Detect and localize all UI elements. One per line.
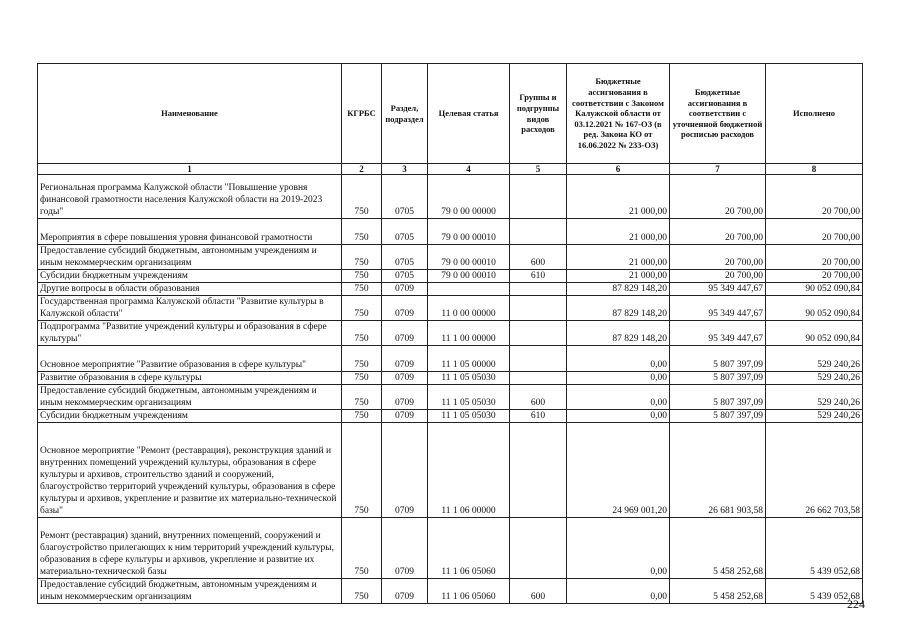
- header-kgrbs: КГРБС: [342, 64, 382, 164]
- row-group: [510, 346, 567, 372]
- row-law: 87 829 148,20: [567, 283, 670, 296]
- row-executed: 20 700,00: [766, 270, 863, 283]
- row-section: 0705: [382, 270, 428, 283]
- column-number: 4: [428, 164, 510, 175]
- row-name: Региональная программа Калужской области "Повышение уровня финансовой грамотности населения Калужской области на 2019-2023 годы": [38, 175, 342, 219]
- row-target: 79 0 00 00000: [428, 175, 510, 219]
- header-target: Целевая статья: [428, 64, 510, 164]
- row-law: 21 000,00: [567, 270, 670, 283]
- row-group: 610: [510, 270, 567, 283]
- row-kgrbs: 750: [342, 346, 382, 372]
- row-executed: 529 240,26: [766, 410, 863, 423]
- row-executed: 5 439 052,68: [766, 579, 863, 604]
- row-target: 11 1 05 05030: [428, 385, 510, 410]
- row-group: [510, 296, 567, 321]
- row-name: Основное мероприятие "Ремонт (реставрация), реконструкция зданий и внутренних помещений учреждений культуры, образования в сфере культуры и архивов, строительство зданий и сооружений, благоустройство территорий учреждений культуры, образования в сфере культуры и архивов, укрепление и развитие их материально-технической базы": [38, 423, 342, 518]
- row-section: 0709: [382, 579, 428, 604]
- row-law: 24 969 001,20: [567, 423, 670, 518]
- row-section: 0705: [382, 219, 428, 245]
- row-law: 0,00: [567, 372, 670, 385]
- row-executed: 529 240,26: [766, 385, 863, 410]
- row-target: 79 0 00 00010: [428, 270, 510, 283]
- row-law: 21 000,00: [567, 175, 670, 219]
- row-group: 600: [510, 579, 567, 604]
- row-law: 21 000,00: [567, 219, 670, 245]
- row-target: 11 1 05 05030: [428, 410, 510, 423]
- row-section: 0709: [382, 372, 428, 385]
- table-row: [38, 175, 863, 219]
- row-executed: 529 240,26: [766, 346, 863, 372]
- table-row: [38, 410, 863, 423]
- row-name: Развитие образования в сфере культуры: [38, 372, 342, 385]
- column-numbers-row: [38, 164, 863, 175]
- column-number: 6: [567, 164, 670, 175]
- row-executed: 529 240,26: [766, 372, 863, 385]
- table-row: [38, 219, 863, 245]
- table-row: [38, 579, 863, 604]
- table-row: [38, 321, 863, 346]
- row-group: [510, 372, 567, 385]
- row-executed: 20 700,00: [766, 245, 863, 270]
- row-section: 0709: [382, 385, 428, 410]
- table-row: [38, 385, 863, 410]
- row-name: Подпрограмма "Развитие учреждений культуры и образования в сфере культуры": [38, 321, 342, 346]
- row-refined: 5 807 397,09: [670, 385, 766, 410]
- row-kgrbs: 750: [342, 321, 382, 346]
- row-group: [510, 423, 567, 518]
- row-kgrbs: 750: [342, 579, 382, 604]
- row-refined: 5 458 252,68: [670, 579, 766, 604]
- row-kgrbs: 750: [342, 175, 382, 219]
- table-row: [38, 296, 863, 321]
- row-kgrbs: 750: [342, 518, 382, 579]
- row-refined: 20 700,00: [670, 175, 766, 219]
- column-number: 1: [38, 164, 342, 175]
- row-section: 0709: [382, 296, 428, 321]
- row-executed: 20 700,00: [766, 175, 863, 219]
- row-name: Основное мероприятие "Развитие образования в сфере культуры": [38, 346, 342, 372]
- row-refined: 5 807 397,09: [670, 346, 766, 372]
- row-group: [510, 321, 567, 346]
- row-law: 0,00: [567, 346, 670, 372]
- row-section: 0709: [382, 321, 428, 346]
- row-group: 600: [510, 245, 567, 270]
- row-refined: 95 349 447,67: [670, 321, 766, 346]
- row-kgrbs: 750: [342, 219, 382, 245]
- row-name: Субсидии бюджетным учреждениям: [38, 410, 342, 423]
- row-executed: 90 052 090,84: [766, 296, 863, 321]
- row-group: [510, 219, 567, 245]
- row-group: 600: [510, 385, 567, 410]
- row-target: 79 0 00 00010: [428, 245, 510, 270]
- column-number: 7: [670, 164, 766, 175]
- row-name: Другие вопросы в области образования: [38, 283, 342, 296]
- row-section: 0705: [382, 245, 428, 270]
- column-number: 2: [342, 164, 382, 175]
- row-section: 0709: [382, 283, 428, 296]
- row-section: 0709: [382, 518, 428, 579]
- column-number: 8: [766, 164, 863, 175]
- row-executed: 26 662 703,58: [766, 423, 863, 518]
- row-kgrbs: 750: [342, 245, 382, 270]
- row-kgrbs: 750: [342, 423, 382, 518]
- row-law: 0,00: [567, 518, 670, 579]
- header-groups: Группы и подгруппы видов расходов: [510, 64, 567, 164]
- row-kgrbs: 750: [342, 283, 382, 296]
- column-number: 3: [382, 164, 428, 175]
- row-target: 11 1 06 00000: [428, 423, 510, 518]
- budget-table: [37, 63, 863, 604]
- row-target: 11 1 06 05060: [428, 518, 510, 579]
- row-law: 0,00: [567, 385, 670, 410]
- row-kgrbs: 750: [342, 270, 382, 283]
- row-refined: 5 807 397,09: [670, 372, 766, 385]
- header-law: Бюджетные ассигнования в соответствии с Законом Калужской области от 03.12.2021 № 167-ОЗ (в ред. Закона КО от 16.06.2022 № 233-ОЗ): [567, 64, 670, 164]
- row-target: 79 0 00 00010: [428, 219, 510, 245]
- row-target: 11 0 00 00000: [428, 296, 510, 321]
- header-executed: Исполнено: [766, 64, 863, 164]
- table-row: [38, 283, 863, 296]
- row-target: 11 1 06 05060: [428, 579, 510, 604]
- header-refined: Бюджетные ассигнования в соответствии с уточненной бюджетной росписью расходов: [670, 64, 766, 164]
- row-executed: 5 439 052,68: [766, 518, 863, 579]
- row-section: 0705: [382, 175, 428, 219]
- row-name: Предоставление субсидий бюджетным, автономным учреждениям и иным некоммерческим организациям: [38, 245, 342, 270]
- header-section: Раздел, подраздел: [382, 64, 428, 164]
- header-row: [38, 64, 863, 164]
- row-section: 0709: [382, 346, 428, 372]
- page-number: 224: [847, 597, 865, 611]
- row-refined: 20 700,00: [670, 245, 766, 270]
- row-group: 610: [510, 410, 567, 423]
- row-kgrbs: 750: [342, 372, 382, 385]
- row-law: 87 829 148,20: [567, 296, 670, 321]
- row-name: Субсидии бюджетным учреждениям: [38, 270, 342, 283]
- row-group: [510, 518, 567, 579]
- row-target: 11 1 05 05030: [428, 372, 510, 385]
- table-row: [38, 518, 863, 579]
- row-name: Мероприятия в сфере повышения уровня финансовой грамотности: [38, 219, 342, 245]
- row-law: 0,00: [567, 410, 670, 423]
- row-refined: 95 349 447,67: [670, 283, 766, 296]
- table-row: [38, 245, 863, 270]
- row-refined: 20 700,00: [670, 219, 766, 245]
- table-row: [38, 372, 863, 385]
- row-refined: 5 807 397,09: [670, 410, 766, 423]
- row-refined: 20 700,00: [670, 270, 766, 283]
- row-section: 0709: [382, 423, 428, 518]
- row-kgrbs: 750: [342, 385, 382, 410]
- table-row: [38, 423, 863, 518]
- row-name: Предоставление субсидий бюджетным, автономным учреждениям и иным некоммерческим организациям: [38, 579, 342, 604]
- row-name: Предоставление субсидий бюджетным, автономным учреждениям и иным некоммерческим организациям: [38, 385, 342, 410]
- table-row: [38, 346, 863, 372]
- row-law: 21 000,00: [567, 245, 670, 270]
- row-refined: 5 458 252,68: [670, 518, 766, 579]
- row-law: 0,00: [567, 579, 670, 604]
- row-kgrbs: 750: [342, 296, 382, 321]
- row-name: Государственная программа Калужской области "Развитие культуры в Калужской области": [38, 296, 342, 321]
- row-section: 0709: [382, 410, 428, 423]
- row-refined: 26 681 903,58: [670, 423, 766, 518]
- row-name: Ремонт (реставрация) зданий, внутренних помещений, сооружений и благоустройство прилегающих к ним территорий учреждений культуры, образования в сфере культуры и архивов, укрепление и развитие их материально-технической базы: [38, 518, 342, 579]
- row-executed: 90 052 090,84: [766, 321, 863, 346]
- row-law: 87 829 148,20: [567, 321, 670, 346]
- column-number: 5: [510, 164, 567, 175]
- row-group: [510, 283, 567, 296]
- table-row: [38, 270, 863, 283]
- row-executed: 20 700,00: [766, 219, 863, 245]
- header-name: Наименование: [38, 64, 342, 164]
- row-group: [510, 175, 567, 219]
- row-executed: 90 052 090,84: [766, 283, 863, 296]
- row-refined: 95 349 447,67: [670, 296, 766, 321]
- row-target: 11 1 00 00000: [428, 321, 510, 346]
- row-target: [428, 283, 510, 296]
- row-target: 11 1 05 00000: [428, 346, 510, 372]
- row-kgrbs: 750: [342, 410, 382, 423]
